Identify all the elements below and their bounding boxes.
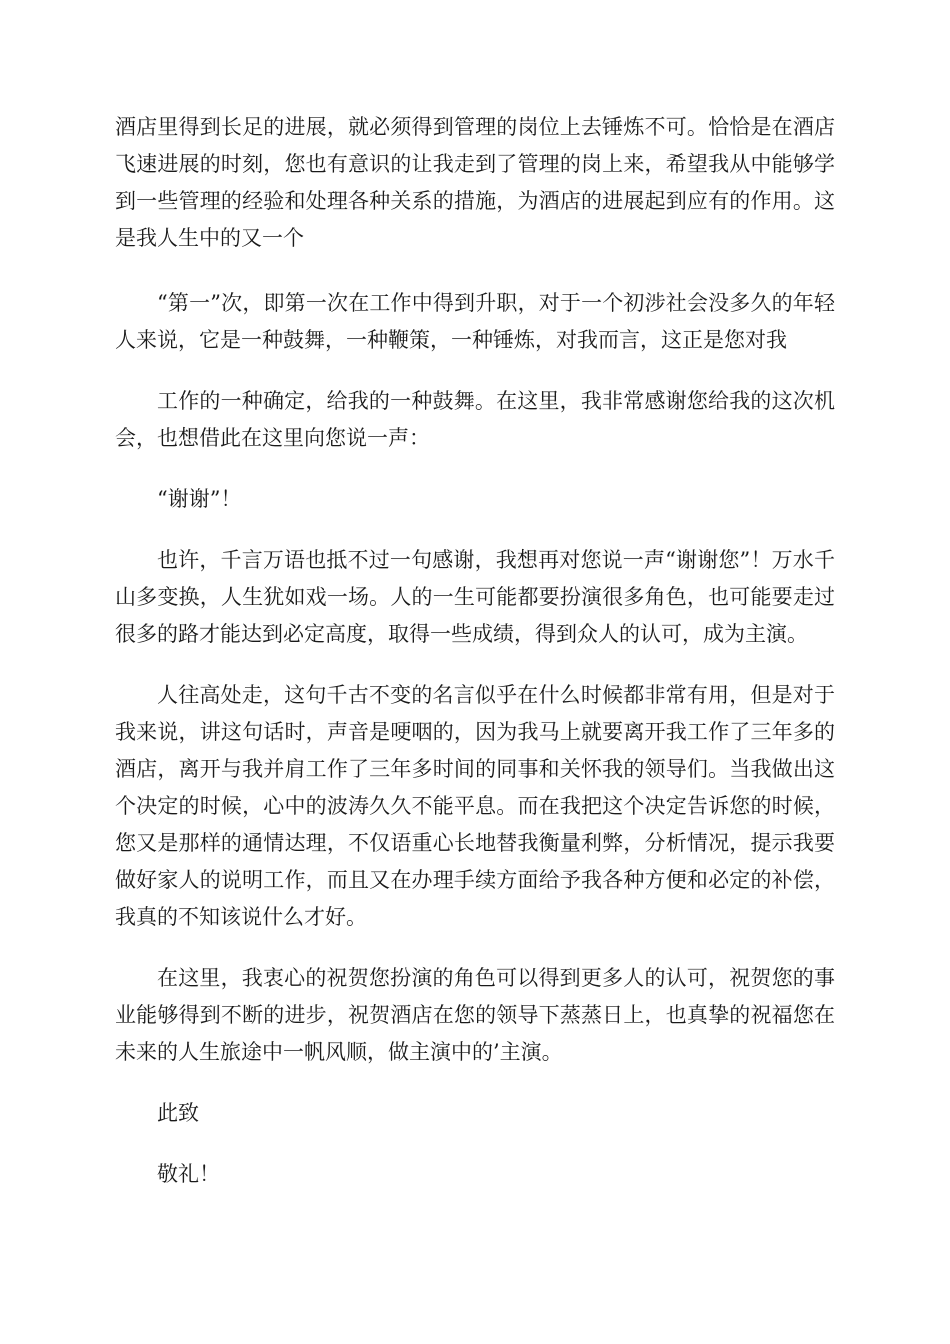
- paragraph-thanks: “谢谢”！: [157, 487, 242, 511]
- paragraph-first-promotion: “第一”次，即第一次在工作中得到升职，对于一个初涉社会没多久的年轻人来说，它是一种鼓舞，一种鞭策，一种锤炼，对我而言，这正是您对我: [115, 291, 835, 352]
- paragraph-gratitude: 工作的一种确定，给我的一种鼓舞。在这里，我非常感谢您给我的这次机会，也想借此在这里向您说一声：: [115, 389, 835, 450]
- paragraph-roles: 也许，千言万语也抵不过一句感谢，我想再对您说一声“谢谢您”！万水千山多变换，人生犹如戏一场。人的一生可能都要扮演很多角色，也可能要走过很多的路才能达到必定高度，取得一些成绩，得到众人的认可，成为主演。: [115, 548, 835, 646]
- paragraph-leaving: 人往高处走，这句千古不变的名言似乎在什么时候都非常有用，但是对于我来说，讲这句话时，声音是哽咽的，因为我马上就要离开我工作了三年多的酒店，离开与我并肩工作了三年多时间的同事和关怀我的领导们。当我做出这个决定的时候，心中的波涛久久不能平息。而在我把这个决定告诉您的时候，您又是那样的通情达理，不仅语重心长地替我衡量利弊，分析情况，提示我要做好家人的说明工作，而且又在办理手续方面给予我各种方便和必定的补偿，我真的不知该说什么才好。: [115, 683, 835, 929]
- paragraph-wishes: 在这里，我衷心的祝贺您扮演的角色可以得到更多人的认可，祝贺您的事业能够得到不断的进步，祝贺酒店在您的领导下蒸蒸日上，也真挚的祝福您在未来的人生旅途中一帆风顺，做主演中的’主演。: [115, 966, 835, 1064]
- closing-regards: 敬礼！: [157, 1162, 220, 1186]
- closing-salutation: 此致: [157, 1101, 199, 1125]
- paragraph-continuation: 酒店里得到长足的进展，就必须得到管理的岗位上去锤炼不可。恰恰是在酒店飞速进展的时刻，您也有意识的让我走到了管理的岗上来，希望我从中能够学到一些管理的经验和处理各种关系的措施，为酒店的进展起到应有的作用。这是我人生中的又一个: [115, 115, 835, 250]
